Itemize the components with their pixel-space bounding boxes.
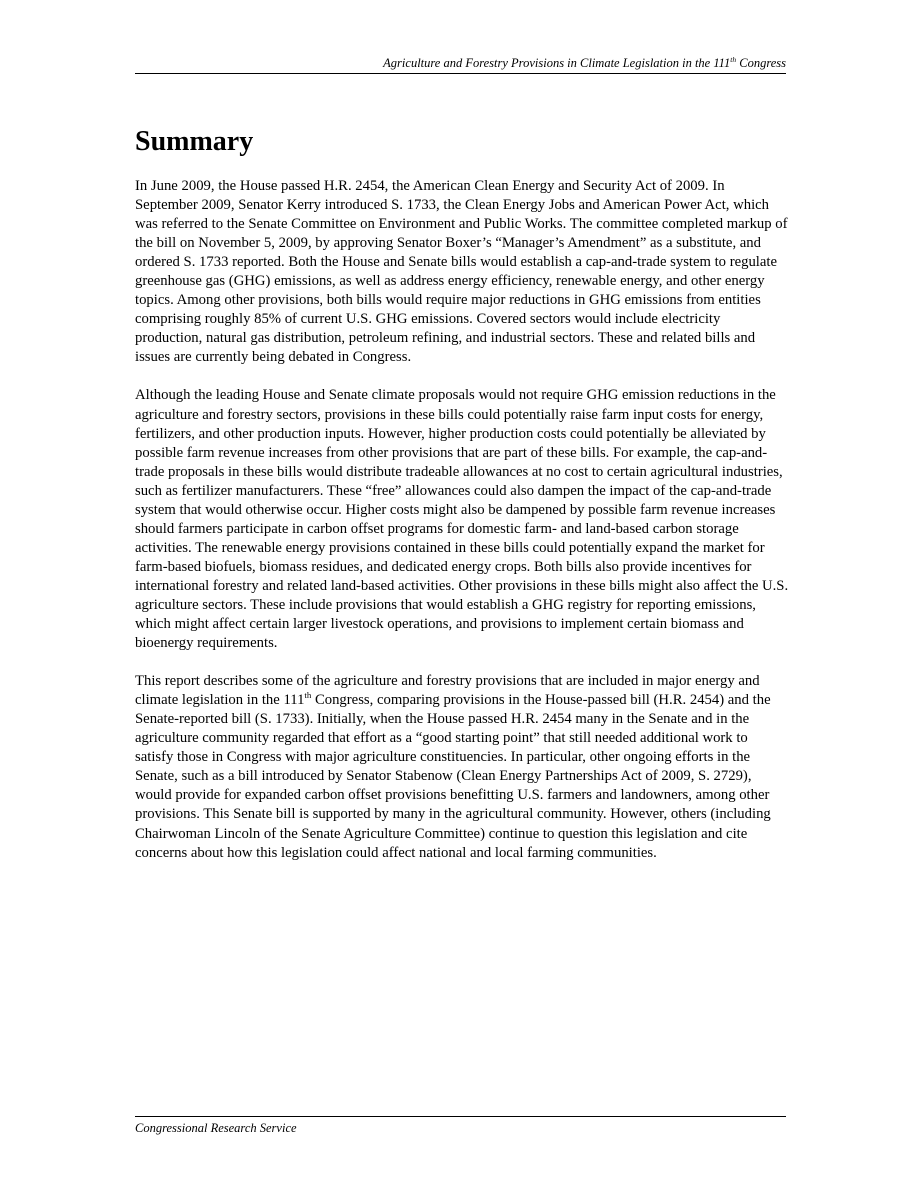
paragraph-3-start: This report describes some of the agriculture and forestry provisions that are included in major energy and climate legislation in the 111	[135, 673, 760, 709]
paragraph-1: In June 2009, the House passed H.R. 2454, the American Clean Energy and Security Act of 2009. In September 2009, Senator Kerry introduced S. 1733, the Clean Energy Jobs and American Power Act, which was referred to the Senate Committee on Environment and Public Works. The committee completed markup of the bill on November 5, 2009, by approving Senator Boxer’s “Manager’s Amendment” as a substitute, and ordered S. 1733 reported. Both the House and Senate bills would establish a cap-and-trade system to regulate greenhouse gas (GHG) emissions, as well as address energy efficiency, renewable energy, and other energy topics. Among other provisions, both bills would require major reductions in GHG emissions from entities comprising roughly 85% of current U.S. GHG emissions. Covered sectors would include electricity production, natural gas distribution, petroleum refining, and industrial sectors. These and related bills and issues are currently being debated in Congress.	[135, 178, 788, 366]
section-title: Summary	[135, 126, 254, 157]
summary-body	[135, 177, 789, 882]
running-header	[135, 56, 786, 74]
footer-text: Congressional Research Service	[135, 1121, 297, 1135]
paragraph-3	[135, 672, 789, 862]
paragraph-3-superscript: th	[304, 690, 312, 701]
paragraph-2: Although the leading House and Senate climate proposals would not require GHG emission reductions in the agriculture and forestry sectors, provisions in these bills could potentially raise farm input costs for energy, fertilizers, and other production inputs. However, higher production costs could potentially be alleviated by possible farm revenue increases from other provisions that are part of these bills. For example, the cap-and-trade proposals in these bills would distribute tradeable allowances at no cost to certain agricultural industries, such as fertilizer manufacturers. These “free” allowances could also dampen the impact of the cap-and-trade system that would otherwise occur. Higher costs might also be dampened by possible farm revenue increases should farmers participate in carbon offset programs for domestic farm- and land-based carbon storage activities. The renewable energy provisions contained in these bills could potentially expand the market for farm-based biofuels, biomass residues, and dedicated energy crops. Both bills also provide incentives for international forestry and related land-based activities. Other provisions in these bills might also affect the U.S. agriculture sectors. These include provisions that would establish a GHG registry for reporting emissions, which might affect certain larger livestock operations, and provisions to implement certain biomass and bioenergy requirements.	[135, 387, 789, 652]
footer-divider	[135, 1116, 786, 1117]
paragraph-3-end: Congress, comparing provisions in the House-passed bill (H.R. 2454) and the Senate-reported bill (S. 1733). Initially, when the House passed H.R. 2454 many in the Senate and in the agriculture community regarded that effort as a “good starting point” that still needed additional work to satisfy those in Congress with major agriculture constituencies. In particular, other ongoing efforts in the Senate, such as a bill introduced by Senator Stabenow (Clean Energy Partnerships Act of 2009, S. 2729), would provide for expanded carbon offset provisions benefitting U.S. farmers and landowners, among other provisions. This Senate bill is supported by many in the agricultural community. However, others (including Chairwoman Lincoln of the Senate Agriculture Committee) continue to question this legislation and cite concerns about how this legislation could affect national and local farming communities.	[135, 692, 771, 861]
running-header-title-end: Congress	[736, 56, 786, 70]
running-header-title: Agriculture and Forestry Provisions in Climate Legislation in the 111	[383, 56, 731, 70]
running-header-superscript: th	[730, 54, 737, 64]
